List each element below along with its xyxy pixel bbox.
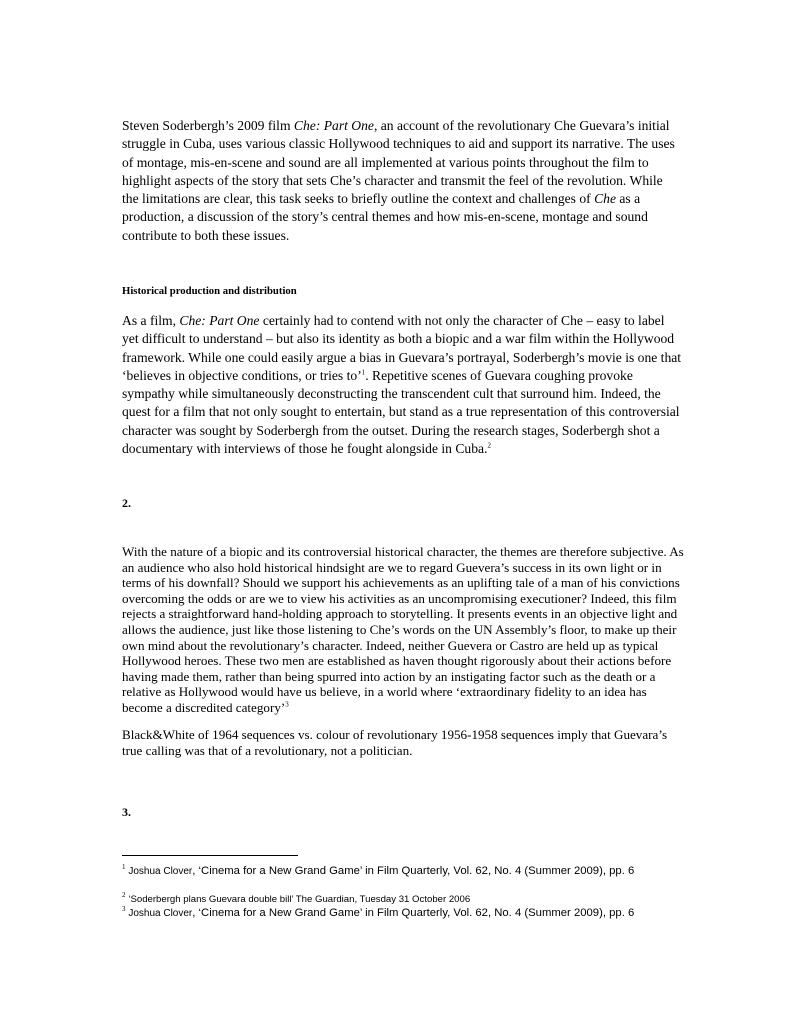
colour-note-paragraph: Black&White of 1964 sequences vs. colour of revolutionary 1956-1958 sequences imply that Guevara’s true calling was that of a revolutionary, not a politician. xyxy=(122,727,668,758)
section-number-2: 2. xyxy=(122,496,131,510)
intro-paragraph: Steven Soderbergh’s 2009 film Che: Part One, an account of the revolutionary Che Guevara’s initial struggle in Cuba, uses various classic Hollywood techniques to aid and support its narrative. The uses of montage, mis-en-scene and sound are all implemented at various points throughout the film to highlight aspects of the story that sets Che’s character and transmit the feel of the revolution. While the limitations are clear, this task seeks to briefly outline the context and challenges of Che as a production, a discussion of the story’s central themes and how mis-en-scene, montage and sound contribute to both these issues. xyxy=(122,118,675,243)
footnote-ref-2: 2 xyxy=(487,441,491,450)
film-title: Che: Part One xyxy=(293,118,374,133)
footnote-ref-1: 1 xyxy=(361,368,366,377)
footnote-3: $^3$ Joshua Clover, ‘Cinema for a New Grand Game’ in Film Quarterly, Vol. 62, No. 4 (Summer 2009), pp. 6 xyxy=(122,905,635,919)
footnote-ref-3: 3 xyxy=(285,700,289,709)
themes-paragraph: With the nature of a biopic and its controversial historical character, the themes are therefore subjective. As an audience who also hold historical hindsight are we to regard Guevera’s success in its own light or in terms of his downfall? Should we support his achievements as an uplifting tale of a man of his convictions overcoming the odds or are we to view his activities as an uncompromising executioner? Indeed, this film rejects a straightforward hand-holding approach to storytelling. It presents events in an objective light and allows the audience, just like those listening to Che’s words on the UN Assembly’s floor, to make up their own mind about the revolutionary’s character. Indeed, neither Guevera or Castro are held up as typical Hollywood heroes. These two men are established as haven thought rigorously about their actions before having made them, rather than being spurred into action by an instigating factor such as the death or a relative as Hollywood would have us believe, in a world where ‘extraordinary fidelity to an idea has become a discredited category’$^3$ xyxy=(122,544,684,715)
section-number-3: 3. xyxy=(122,805,131,819)
film-title: Che: Part One xyxy=(179,313,260,328)
film-title-short: Che xyxy=(594,191,616,207)
footnote-2: $^2$ ‘Soderbergh plans Guevara double bill’ The Guardian, Tuesday 31 October 2006 xyxy=(122,891,471,905)
production-paragraph: As a film, Che: Part One certainly had to contend with not only the character of Che – easy to label yet difficult to understand – but also its identity as both a biopic and a war film within the Hollywood framework. While one could easily argue a bias in Guevara’s portrayal, Soderbergh’s movie is one that ‘believes in objective conditions, or tries to’$^1$. Repetitive scenes of Guevara coughing provoke sympathy while simultaneously deconstructing the transcendent cult that surround him. Indeed, the quest for a film that not only sought to entertain, but stand as a true representation of this controversial character was sought by Soderbergh from the outset. During the research stages, Soderbergh shot a documentary with interviews of those he fought alongside in Cuba.$^2$ xyxy=(122,313,682,457)
section-heading: Historical production and distribution xyxy=(122,285,297,297)
footnote-separator xyxy=(122,855,298,856)
footnote-1: $^1$ Joshua Clover, ‘Cinema for a New Grand Game’ in Film Quarterly, Vol. 62, No. 4 (Summer 2009), pp. 6 xyxy=(122,863,635,877)
